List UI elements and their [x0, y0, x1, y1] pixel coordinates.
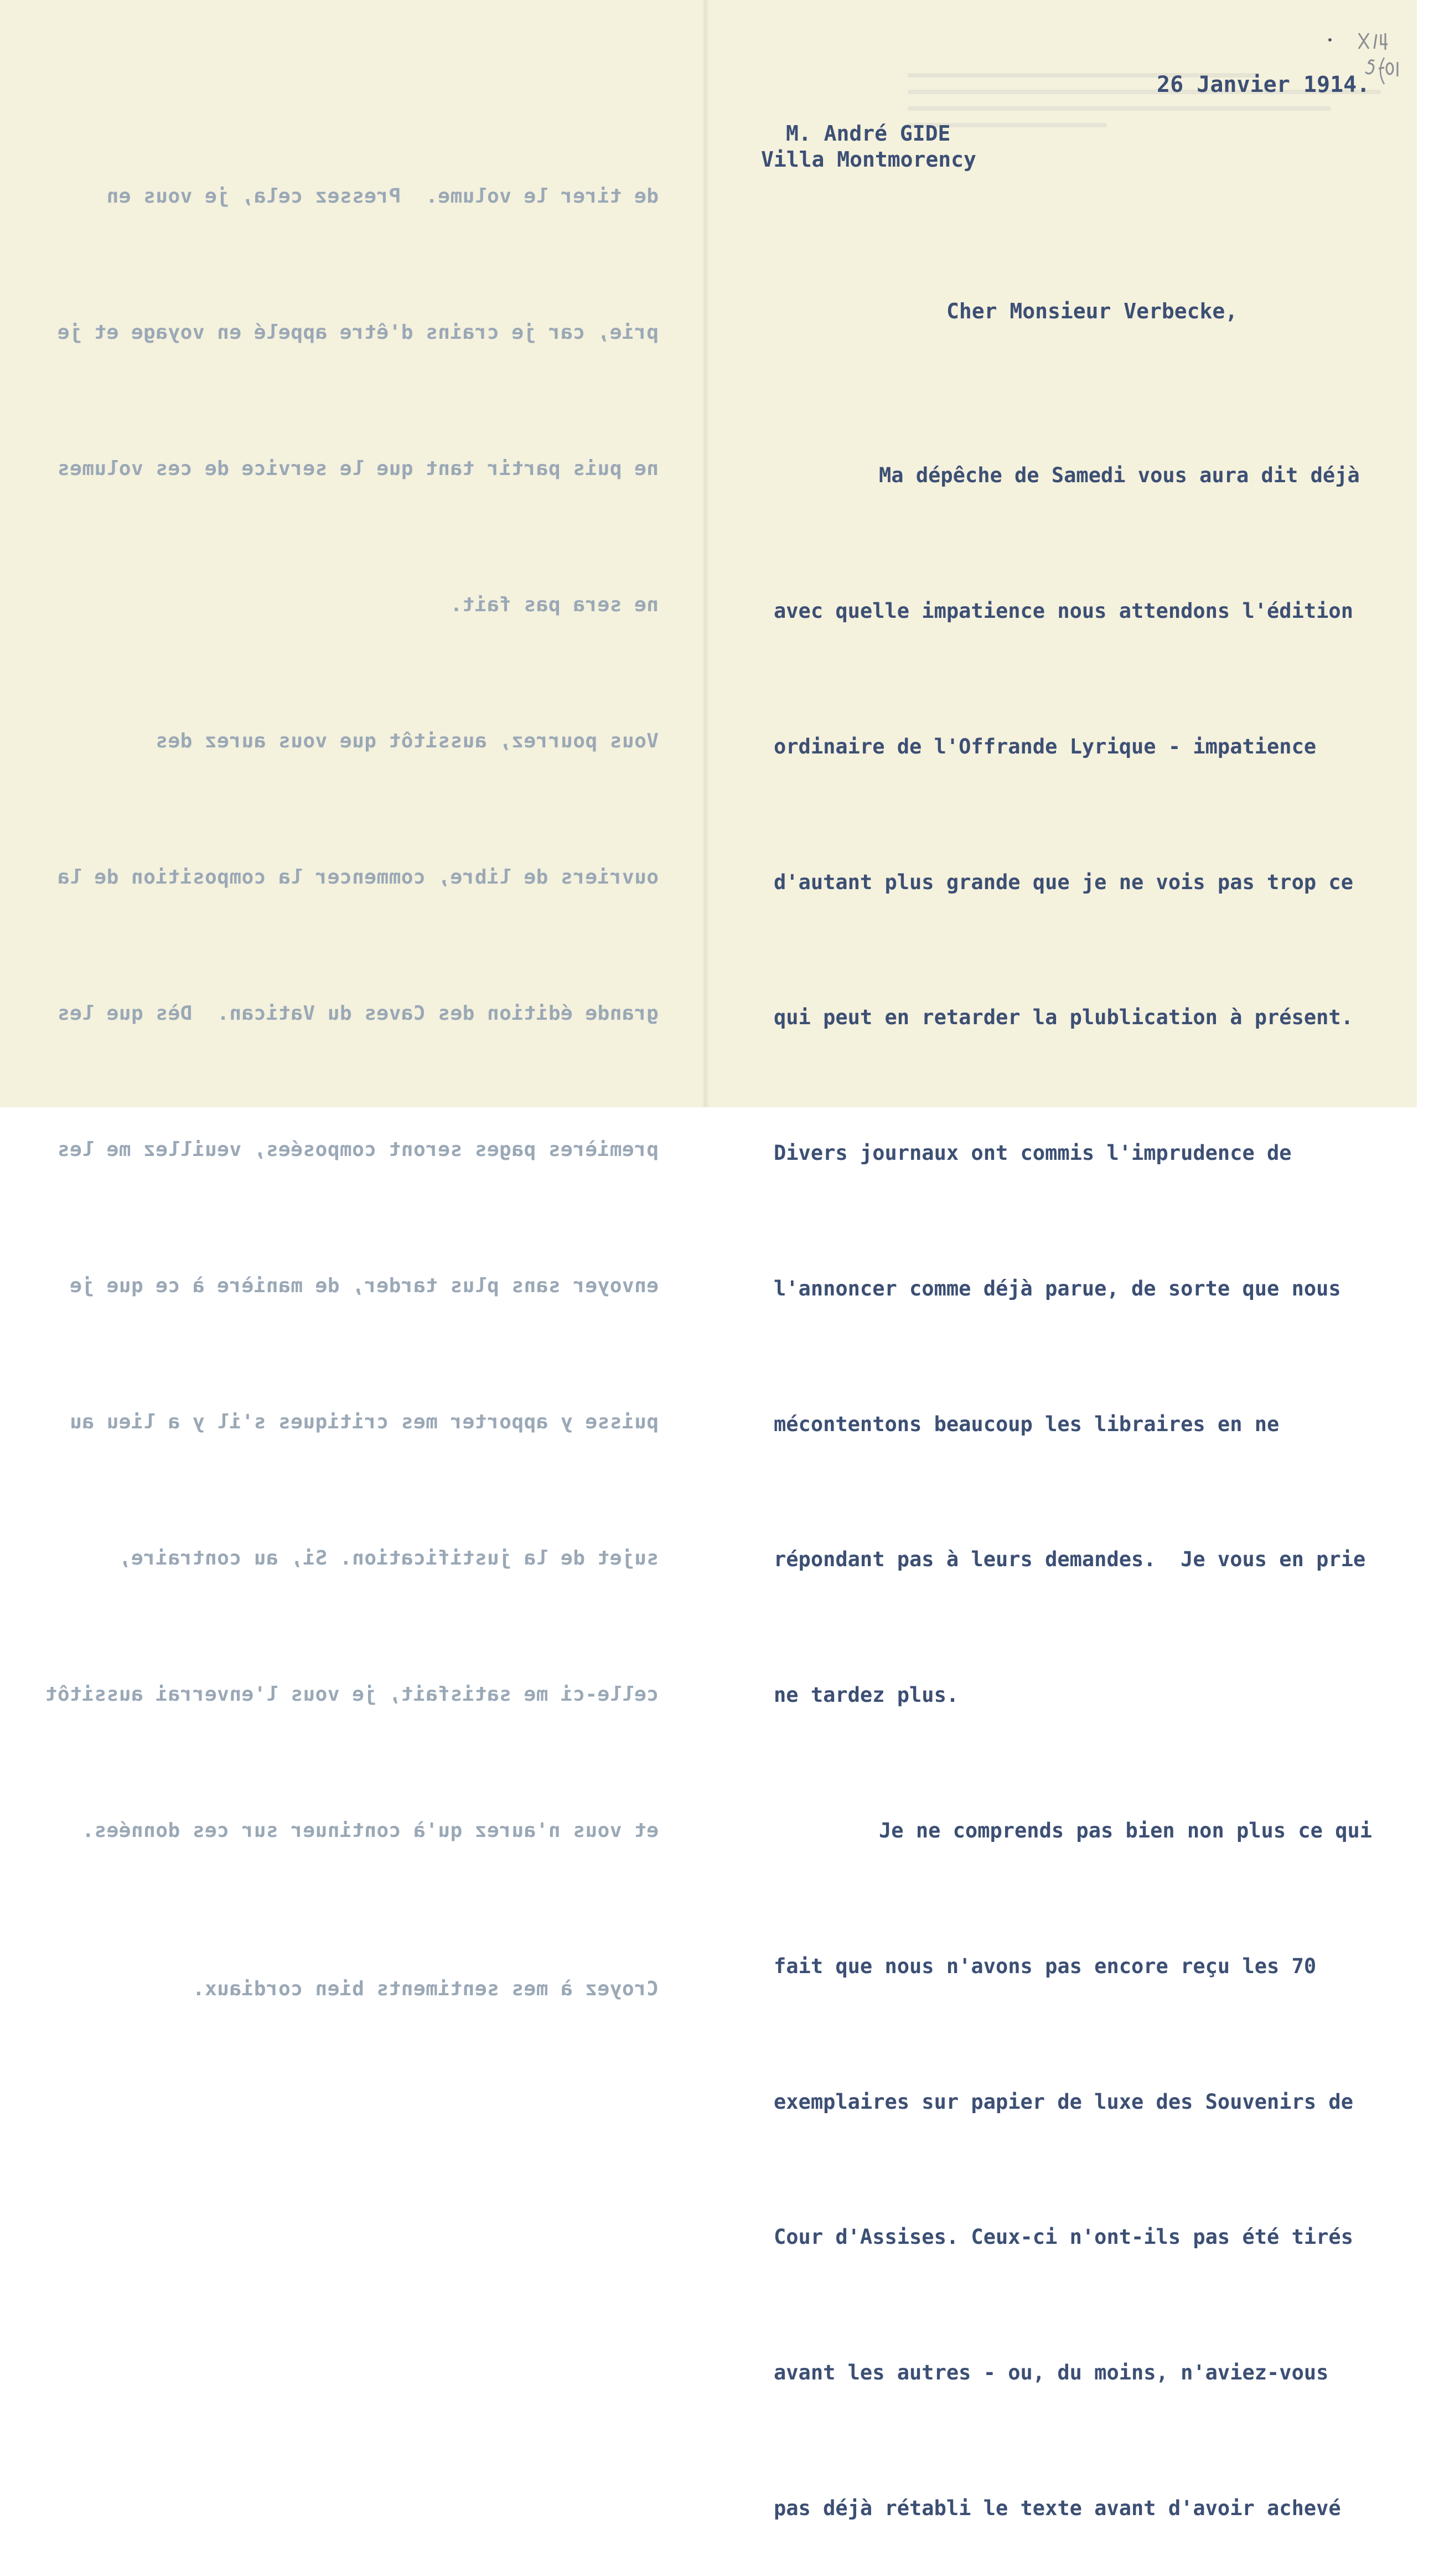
bleed-line: envoyer sans plus tarder, de manière à ce que je [69, 1274, 659, 1297]
letter-body [774, 363, 1419, 2576]
bleed-line: de tirer le volume. Pressez cela, je vous en [106, 185, 659, 208]
recipient-name: M. André GIDE [786, 121, 951, 146]
body-line: ordinaire de l'Offrande Lyrique - impatience [774, 734, 1317, 758]
body-line: avant les autres - ou, du moins, n'aviez-vous [774, 2361, 1329, 2385]
bleed-line: et vous n'aurez qu'à continuer sur ces données. [81, 1819, 659, 1842]
bleed-line: Vous pourrez, aussitôt que vous aurez des [155, 730, 659, 752]
recipient-location: Villa Montmorency [761, 147, 976, 172]
bleed-line: grande édition des Caves du Vatican. Dès que les [57, 1002, 659, 1025]
body-line: répondant pas à leurs demandes. Je vous en prie [774, 1547, 1366, 1572]
bleed-through-text [0, 83, 659, 2057]
salutation: Cher Monsieur Verbecke, [946, 299, 1238, 323]
body-line: pas déjà rétabli le texte avant d'avoir achevé [774, 2496, 1341, 2520]
bleed-line: premières pages seront composées, veuillez me les [57, 1138, 659, 1161]
bleed-line: sujet de la justification. Si, au contraire, [118, 1547, 659, 1570]
letter-date: 26 Janvier 1914. [1157, 72, 1370, 97]
body-line: d'autant plus grande que je ne vois pas trop ce [774, 870, 1353, 894]
body-line: qui peut en retarder la plublication à présent. [774, 1005, 1353, 1030]
bleed-line: ouvriers de libre, commencer la composition de la [57, 866, 659, 889]
pencil-archive-mark [1326, 28, 1403, 89]
body-line: fait que nous n'avons pas encore reçu les 70 [774, 1954, 1317, 1978]
bleed-line: celle-ci me satisfait, je vous l'enverrai aussitôt [45, 1683, 659, 1706]
body-line: exemplaires sur papier de luxe des Souvenirs de [774, 2089, 1353, 2114]
body-line: mécontentons beaucoup les libraires en ne [774, 1412, 1280, 1436]
body-line: Divers journaux ont commis l'imprudence de [774, 1141, 1292, 1165]
scan-margin-right [1417, 0, 1439, 1137]
page-fold [702, 0, 710, 1107]
recipient-address [761, 121, 976, 173]
body-line: Je ne comprends pas bien non plus ce qui [879, 1819, 1373, 1842]
body-line: ne tardez plus. [774, 1683, 959, 1707]
bleed-line: ne sera pas fait. [450, 593, 659, 616]
bleed-line: puisse y apporter mes critiques s'il y a lieu au [69, 1411, 659, 1433]
bleed-line: prie, car je crains d'être appelé en voyage et je [57, 321, 659, 344]
bleed-line: Croyez à mes sentiments bien cordiaux. [192, 1978, 659, 2000]
body-line: Ma dépêche de Samedi vous aura dit déjà [879, 463, 1360, 488]
body-line: avec quelle impatience nous attendons l'édition [774, 598, 1353, 623]
bleed-line: ne puis partir tant que le service de ces volumes [57, 457, 659, 480]
body-line: Cour d'Assises. Ceux-ci n'ont-ils pas été tirés [774, 2225, 1353, 2249]
body-line: l'annoncer comme déjà parue, de sorte que nous [774, 1276, 1341, 1300]
scan-margin-bottom [0, 1107, 1439, 1137]
